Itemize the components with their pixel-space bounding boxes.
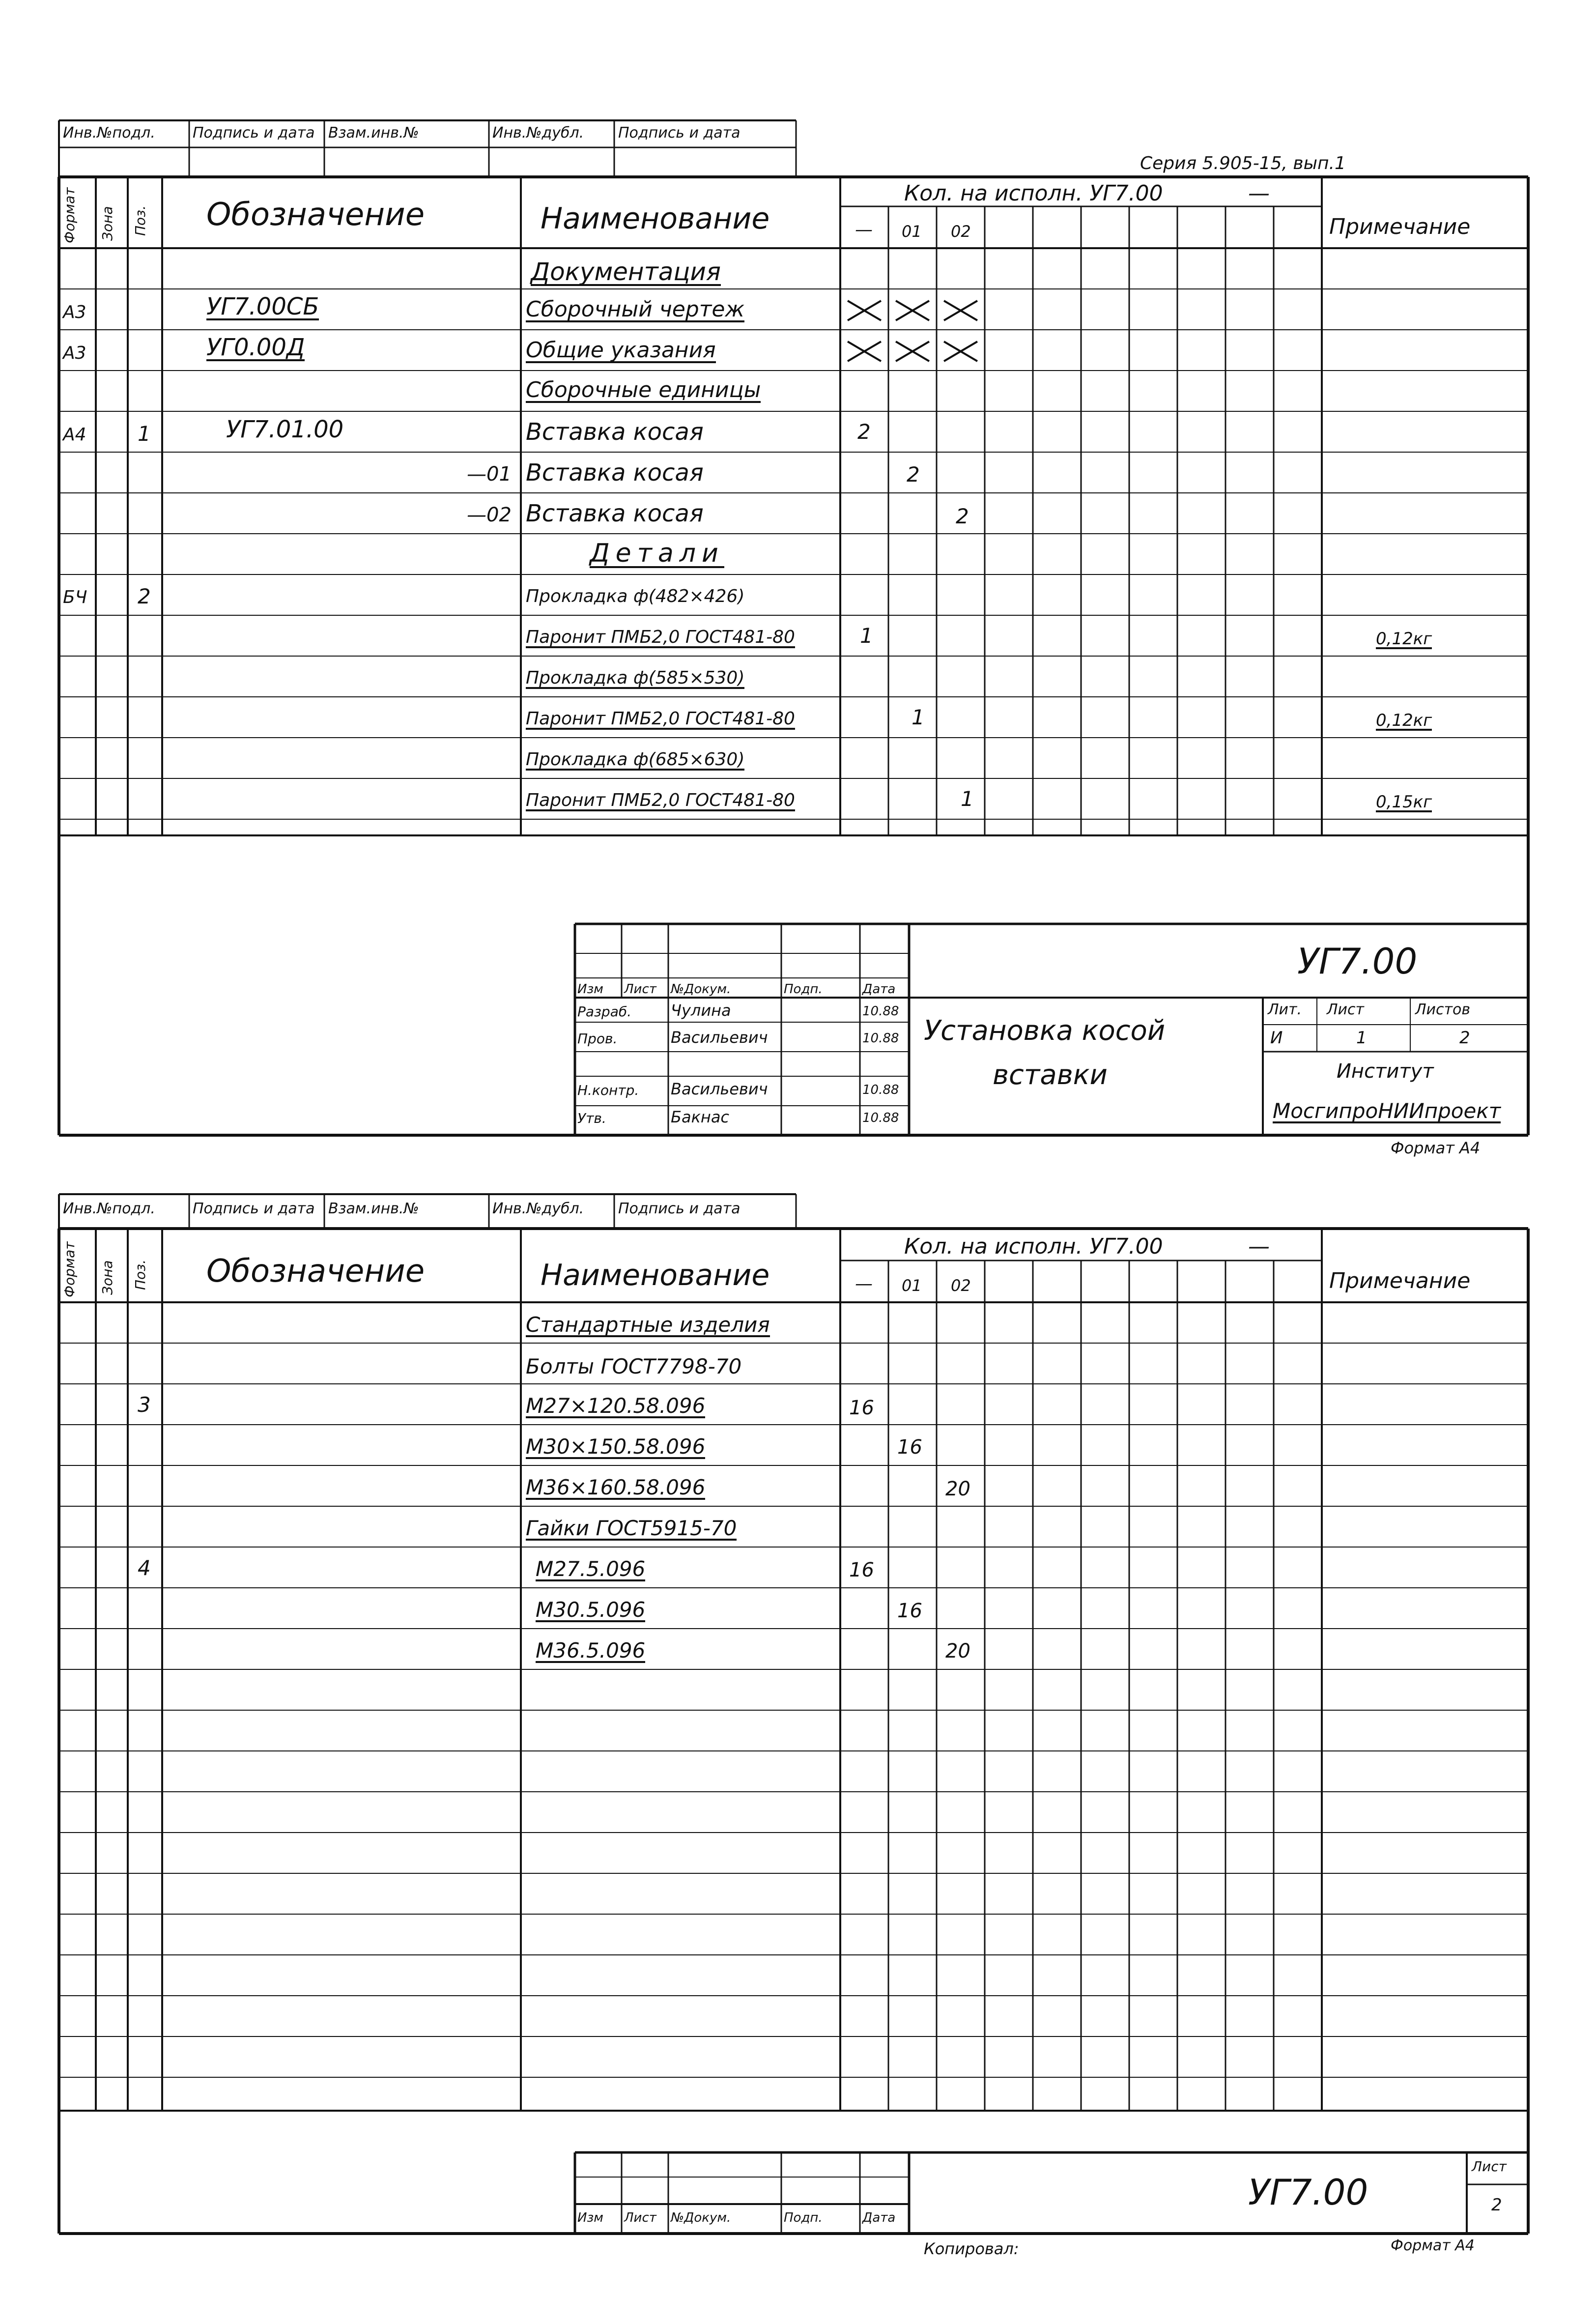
tb-lit: И — [1270, 1028, 1283, 1048]
row-name: Прокладка ф(585×530) — [526, 668, 745, 688]
tb-lit-label: Лит. — [1268, 1001, 1302, 1018]
tb-role: Пров. — [577, 1031, 618, 1047]
tb-date: 10.88 — [862, 1031, 899, 1046]
row-qty-2: 2 — [956, 504, 969, 528]
stamp-sign2-label: Подпись и дата — [618, 124, 741, 142]
header-ex1: 01 — [902, 222, 922, 241]
row-name: Прокладка ф(685×630) — [526, 749, 745, 770]
row-name: Общие указания — [526, 338, 716, 363]
tb-hdr-sign: Подп. — [784, 982, 823, 997]
tb-role: Н.контр. — [577, 1082, 639, 1098]
tb-person: Чулина — [671, 1001, 731, 1020]
row-name: Вставка косая — [526, 418, 704, 446]
header-format: Формат — [61, 187, 78, 243]
row-note: 0,12кг — [1376, 711, 1432, 730]
tb-hdr-sheet: Лист — [624, 982, 656, 997]
row-name: М36×160.58.096 — [526, 1475, 706, 1499]
row-note: 0,15кг — [1376, 792, 1432, 812]
tb-sheets: 2 — [1459, 1028, 1470, 1048]
copied-by-label: Копировал: — [924, 2239, 1019, 2258]
row-name: М27.5.096 — [536, 1557, 646, 1581]
section-title: Стандартные изделия — [526, 1313, 770, 1337]
row-name: М30×150.58.096 — [526, 1434, 706, 1459]
row-note: 0,12кг — [1376, 629, 1432, 649]
row-qty-1: 16 — [897, 1600, 922, 1622]
tb-person: Бакнас — [671, 1108, 730, 1126]
header-qty-dash: — — [1248, 1234, 1270, 1259]
header-name: Наименование — [541, 1258, 770, 1292]
header-note: Примечание — [1329, 1268, 1471, 1293]
drawing-title-line-1: Установка косой — [924, 1015, 1166, 1047]
header-qty: Кол. на исполн. УГ7.00 — [904, 1234, 1163, 1259]
tb-hdr-change: Изм — [577, 982, 603, 997]
row-designation: —02 — [467, 504, 512, 526]
row-qty-1: 1 — [912, 705, 925, 729]
tb-person: Васильевич — [671, 1080, 768, 1098]
header-ex2: 02 — [951, 222, 971, 241]
row-qty-1: 16 — [897, 1436, 922, 1459]
tb-role: Разраб. — [577, 1003, 632, 1020]
tb-date: 10.88 — [862, 1111, 899, 1125]
row-name: Вставка косая — [526, 459, 704, 487]
row-name: М36.5.096 — [536, 1638, 646, 1663]
series-label: Серия 5.905-15, вып.1 — [1140, 153, 1346, 173]
tb-hdr-doc: №Докум. — [671, 2210, 731, 2225]
header-ex0: — — [855, 1274, 873, 1294]
row-qty-2: 20 — [945, 1640, 970, 1663]
tb-date: 10.88 — [862, 1004, 899, 1019]
tb-hdr-date: Дата — [862, 982, 896, 997]
drawing-code: УГ7.00 — [1248, 2172, 1368, 2213]
row-format: А3 — [63, 343, 86, 363]
row-designation: —01 — [467, 463, 512, 486]
row-pos: 1 — [138, 422, 151, 446]
row-name: Вставка косая — [526, 500, 704, 527]
header-ex0: — — [855, 220, 873, 240]
row-format: А4 — [63, 425, 86, 445]
stamp-sign2-label: Подпись и дата — [618, 1200, 741, 1217]
row-name: Прокладка ф(482×426) — [526, 586, 745, 606]
row-designation: УГ7.01.00 — [226, 416, 344, 443]
tb-hdr-sign: Подп. — [784, 2210, 823, 2225]
tb-role: Утв. — [577, 1110, 606, 1126]
stamp-sign-label: Подпись и дата — [193, 1200, 315, 1217]
sheet-format-label: Формат А4 — [1391, 2237, 1475, 2254]
row-name: Паронит ПМБ2,0 ГОСТ481-80 — [526, 790, 795, 810]
stamp-inv-label: Инв.№подл. — [63, 124, 155, 142]
tb-date: 10.88 — [862, 1083, 899, 1097]
tb-hdr-doc: №Докум. — [671, 982, 731, 997]
row-format: А3 — [63, 302, 86, 322]
row-name: М30.5.096 — [536, 1598, 646, 1622]
stamp-inv-label: Инв.№подл. — [63, 1200, 155, 1217]
tb-sheet-label: Лист — [1327, 1001, 1365, 1018]
header-designation: Обозначение — [206, 197, 425, 233]
tb-sheet-label: Лист — [1472, 2158, 1507, 2175]
section-title: Детали — [590, 539, 724, 568]
drawing-code: УГ7.00 — [1297, 941, 1418, 982]
row-designation: УГ7.00СБ — [206, 293, 319, 320]
row-name: Гайки ГОСТ5915-70 — [526, 1516, 737, 1540]
stamp-dup-label: Инв.№дубл. — [492, 124, 584, 142]
stamp-replace-label: Взам.инв.№ — [328, 124, 419, 142]
row-qty-2: 20 — [945, 1478, 970, 1500]
header-note: Примечание — [1329, 214, 1471, 239]
sheet-format-label: Формат А4 — [1391, 1139, 1481, 1157]
row-format: БЧ — [63, 587, 87, 607]
row-qty-2: 1 — [961, 787, 974, 811]
row-pos: 3 — [138, 1393, 151, 1417]
tb-sheet: 1 — [1356, 1028, 1367, 1048]
header-name: Наименование — [541, 201, 770, 236]
header-zone: Зона — [99, 206, 115, 241]
header-zone: Зона — [99, 1260, 115, 1295]
header-pos: Поз. — [132, 1260, 148, 1290]
header-ex1: 01 — [902, 1276, 922, 1295]
tb-hdr-sheet: Лист — [624, 2210, 656, 2225]
tb-hdr-date: Дата — [862, 2210, 896, 2225]
header-qty-dash: — — [1248, 181, 1270, 206]
tb-sheets-label: Листов — [1415, 1001, 1471, 1018]
section-title: Сборочные единицы — [526, 377, 761, 402]
tb-person: Васильевич — [671, 1028, 768, 1047]
header-pos: Поз. — [132, 205, 148, 236]
stamp-dup-label: Инв.№дубл. — [492, 1200, 584, 1217]
row-qty-0: 16 — [849, 1559, 874, 1581]
row-qty-0: 16 — [849, 1397, 874, 1419]
row-name: Сборочный чертеж — [526, 297, 745, 322]
section-title: Документация — [531, 258, 721, 286]
header-designation: Обозначение — [206, 1253, 425, 1290]
header-format: Формат — [61, 1241, 78, 1297]
row-name: Паронит ПМБ2,0 ГОСТ481-80 — [526, 709, 795, 729]
row-name: М27×120.58.096 — [526, 1394, 706, 1418]
row-qty-0: 1 — [860, 624, 873, 648]
row-pos: 2 — [138, 584, 151, 608]
row-qty-1: 2 — [907, 462, 920, 487]
drawing-title-line-2: вставки — [993, 1059, 1108, 1091]
row-qty-0: 2 — [857, 420, 871, 444]
institute-label: Институт — [1337, 1060, 1434, 1083]
stamp-replace-label: Взам.инв.№ — [328, 1200, 419, 1217]
row-pos: 4 — [138, 1556, 151, 1580]
tb-hdr-change: Изм — [577, 2210, 603, 2225]
header-qty: Кол. на исполн. УГ7.00 — [904, 181, 1163, 206]
stamp-sign-label: Подпись и дата — [193, 124, 315, 142]
institute-name: МосгипроНИИпроект — [1273, 1099, 1501, 1123]
row-name: Болты ГОСТ7798-70 — [526, 1354, 742, 1378]
tb-sheet: 2 — [1491, 2195, 1502, 2215]
header-ex2: 02 — [951, 1276, 971, 1295]
row-designation: УГ0.00Д — [206, 334, 305, 361]
row-name: Паронит ПМБ2,0 ГОСТ481-80 — [526, 627, 795, 647]
